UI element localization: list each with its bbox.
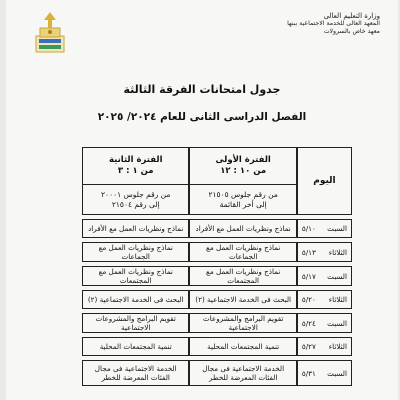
- table-row: [82, 290, 352, 309]
- period2-subject: نماذج ونظريات العمل مع الأفراد: [82, 219, 189, 238]
- day-cell: [297, 242, 352, 262]
- table-header-row: [82, 147, 352, 215]
- exam-schedule-table: [82, 143, 352, 390]
- period1-subject: الخدمة الاجتماعية فى مجال الفئات المعرضة للخطر: [189, 360, 296, 386]
- day-cell: [297, 313, 352, 333]
- day-name: السبت: [327, 271, 347, 281]
- table-row: [82, 337, 352, 356]
- period1-subject: تنمية المجتمعات المحلية: [189, 337, 296, 356]
- header-line: وزارة التعليم العالى: [323, 12, 380, 20]
- day-column-header: اليوم: [297, 147, 352, 215]
- period2-time: من ١ : ٣: [117, 166, 154, 176]
- exam-date: ٥/١٧: [301, 271, 316, 281]
- day-name: السبت: [327, 368, 347, 378]
- period2-name: الفترة الثانية: [108, 155, 163, 165]
- period1-name: الفترة الأولى: [215, 155, 271, 165]
- period1-time: من ١٠ : ١٢: [220, 166, 267, 176]
- day-cell: [297, 266, 352, 286]
- day-name: السبت: [327, 318, 347, 328]
- exam-date: ٥/٢٧: [301, 342, 316, 351]
- period1-subject: تقويم البرامج والمشروعات الاجتماعية: [189, 313, 296, 333]
- exam-date: ٥/٢٠: [301, 295, 316, 304]
- document-page: [6, 0, 398, 400]
- period1-subject: البحث فى الخدمة الاجتماعية (٢): [189, 290, 296, 309]
- ministry-header: [270, 12, 380, 36]
- table-row: [82, 266, 352, 286]
- day-name: الثلاثاء: [328, 295, 347, 304]
- day-cell: [297, 360, 352, 386]
- exam-date: ٥/٢٤: [301, 318, 316, 328]
- period2-seat-from: من رقم جلوس ٢٠٠٠١: [101, 189, 171, 199]
- period2-subject: الخدمة الاجتماعية فى مجال الفئات المعرضة للخطر: [82, 360, 189, 386]
- period1-subject: نماذج ونظريات العمل مع الجماعات: [189, 242, 296, 262]
- day-name: السبت: [327, 224, 347, 233]
- page-subtitle: الفصل الدراسى الثانى للعام ٢٠٢٤/ ٢٠٢٥: [97, 111, 307, 123]
- period2-header: [82, 147, 189, 215]
- exam-date: ٥/١٣: [301, 247, 316, 257]
- institute-logo-icon: [32, 10, 68, 56]
- day-name: الثلاثاء: [328, 342, 347, 351]
- period1-seat-to: إلى أخر القائمة: [219, 199, 267, 209]
- day-cell: [297, 219, 352, 238]
- period2-subject: تنمية المجتمعات المحلية: [82, 337, 189, 356]
- period1-header: [189, 147, 296, 215]
- period2-seat-to: إلى رقم ٢١٥٠٤: [111, 199, 160, 209]
- header-line: المعهد العالى للخدمة الاجتماعية ببنها: [287, 20, 380, 27]
- period1-subject: نماذج ونظريات العمل مع المجتمعات: [189, 266, 296, 286]
- period2-subject: البحث فى الخدمة الاجتماعية (٢): [82, 290, 189, 309]
- period1-subject: نماذج ونظريات العمل مع الأفراد: [189, 219, 296, 238]
- period2-subject: نماذج ونظريات العمل مع الجماعات: [82, 242, 189, 262]
- table-row: [82, 219, 352, 238]
- table-row: [82, 360, 352, 386]
- day-cell: [297, 337, 352, 356]
- header-line: معهد خاص بالسرولات: [323, 28, 380, 35]
- period2-subject: تقويم البرامج والمشروعات الاجتماعية: [82, 313, 189, 333]
- table-row: [82, 242, 352, 262]
- day-cell: [297, 290, 352, 309]
- table-row: [82, 313, 352, 333]
- exam-date: ٥/٣١: [301, 368, 316, 378]
- period1-seat-from: من رقم جلوس ٢١٥٠٥: [208, 189, 278, 199]
- page-title: جدول امتحانات الفرقة الثالثة: [123, 83, 281, 96]
- period2-subject: نماذج ونظريات العمل مع المجتمعات: [82, 266, 189, 286]
- day-name: الثلاثاء: [328, 247, 347, 257]
- exam-date: ٥/١٠: [301, 224, 316, 233]
